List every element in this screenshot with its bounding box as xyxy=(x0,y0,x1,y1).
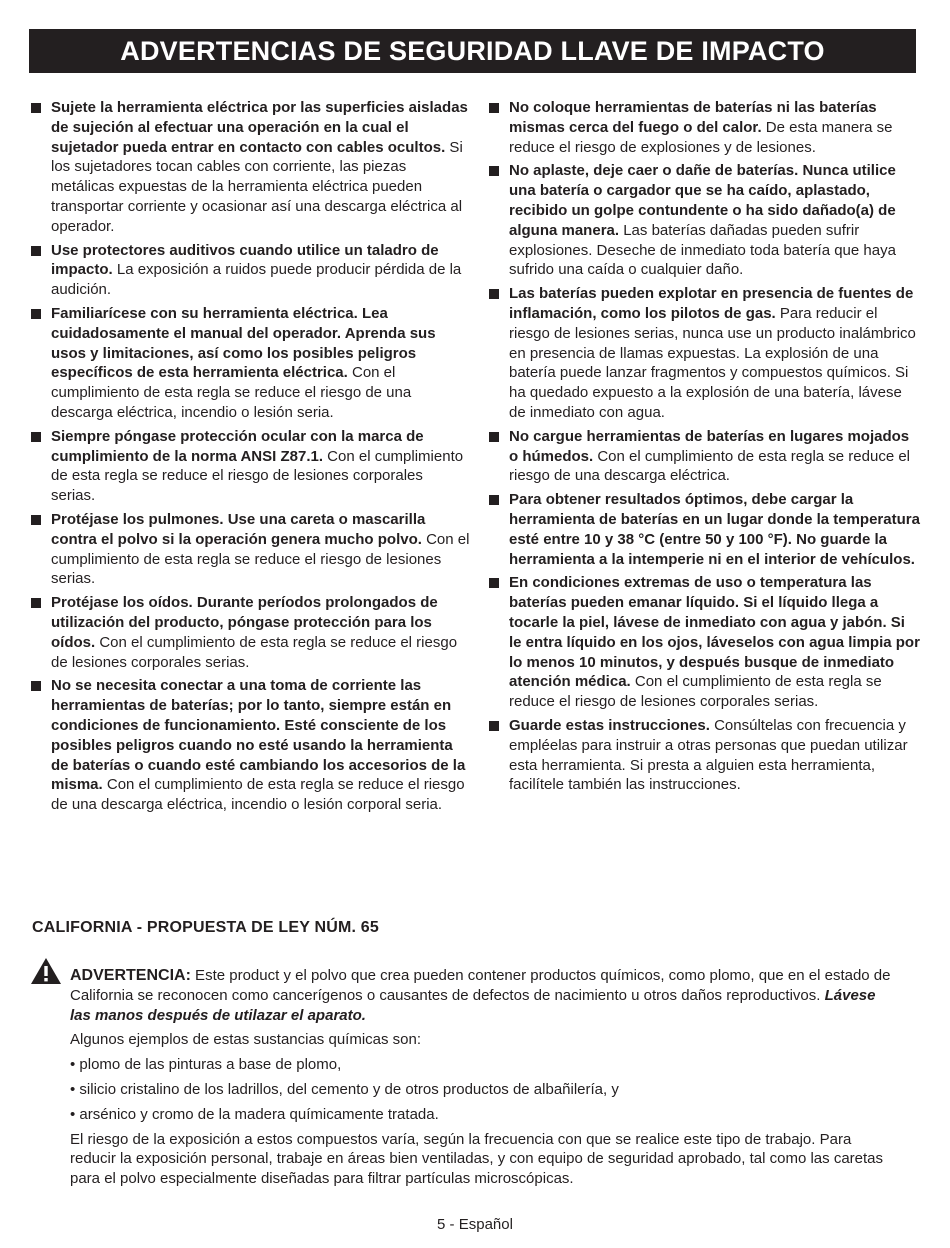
item-text: Con el cumplimiento de esta regla se reduce el riesgo de lesiones corporales serias. xyxy=(51,633,458,671)
square-bullet-icon xyxy=(31,246,41,256)
item-bold-text: En condiciones extremas de uso o temperatura las baterías pueden emanar líquido. Si el líquido llega a tocarle la piel, lávese de inmediato con agua y jabón. Si le entra líquido en los ojos, láveselos con agua limpia por lo menos 10 minutos, y después busque de inmediato atención médica. xyxy=(509,574,920,691)
example-item: • plomo de las pinturas a base de plomo, xyxy=(70,1056,342,1074)
square-bullet-icon xyxy=(489,721,499,731)
list-item xyxy=(30,676,470,815)
square-bullet-icon xyxy=(31,598,41,608)
california-section-title: CALIFORNIA - PROPUESTA DE LEY NÚM. 65 xyxy=(32,919,379,936)
item-bold-text: No se necesita conectar a una toma de corriente las herramientas de baterías; por lo tanto, siempre están en condiciones de funcionamiento. Esté consciente de los posibles peligros cuando no esté usando la herramienta de baterías o cuando esté cambiando los accesorios de la misma. xyxy=(51,677,466,794)
examples-intro: Algunos ejemplos de estas sustancias químicas son: xyxy=(70,1031,422,1049)
list-item xyxy=(488,284,920,423)
list-item xyxy=(30,427,470,506)
item-bold-text: Guarde estas instrucciones. xyxy=(509,716,710,734)
list-item xyxy=(30,510,470,589)
item-bold-text: Familiarícese con su herramienta eléctrica. Lea cuidadosamente el manual del operador. Aprenda sus usos y limitaciones, así como los posibles peligros específicos de esta herramienta eléctrica. xyxy=(51,304,436,382)
list-item xyxy=(30,98,470,237)
square-bullet-icon xyxy=(31,432,41,442)
item-text: Si los sujetadores tocan cables con corriente, las piezas metálicas expuestas de la herramienta eléctrica pueden transportar corriente y ocasionar así una descarga eléctrica al operador. xyxy=(51,138,463,235)
square-bullet-icon xyxy=(489,432,499,442)
item-text: Con el cumplimiento de esta regla se reduce el riesgo de lesiones corporales serias. xyxy=(509,673,882,711)
item-text: Con el cumplimiento de esta regla se reduce el riesgo de lesiones serias. xyxy=(51,530,470,588)
square-bullet-icon xyxy=(31,309,41,319)
item-text: De esta manera se reduce el riesgo de explosiones y de lesiones. xyxy=(509,118,893,156)
item-bold-text: No coloque herramientas de baterías ni las baterías mismas cerca del fuego o del calor. xyxy=(509,99,877,136)
list-item xyxy=(30,593,470,672)
list-item xyxy=(488,716,920,795)
page-title: ADVERTENCIAS DE SEGURIDAD LLAVE DE IMPACTO xyxy=(29,29,916,73)
list-item xyxy=(30,241,470,300)
list-item xyxy=(488,98,920,157)
item-bold-text: No aplaste, deje caer o dañe de baterías. Nunca utilice una batería o cargador que se ha caído, aplastado, recibido un golpe contundente o ha sido dañado(a) de alguna manera. xyxy=(509,162,896,239)
list-item xyxy=(488,427,920,486)
item-bold-text: Use protectores auditivos cuando utilice un taladro de impacto. xyxy=(51,241,439,279)
warning-emphasis: Lávese las manos después de utilazar el aparato. xyxy=(70,986,876,1024)
right-column xyxy=(488,98,920,799)
item-bold-text: Sujete la herramienta eléctrica por las superficies aisladas de sujeción al efectuar una operación en la cual el sujetador pueda entrar en contacto con cables ocultos. xyxy=(51,99,468,156)
item-bold-text: Protéjase los pulmones. Use una careta o mascarilla contra el polvo si la operación genera mucho polvo. xyxy=(51,510,426,548)
square-bullet-icon xyxy=(31,515,41,525)
item-text: Para reducir el riesgo de lesiones serias, nunca use un producto inalámbrico en presencia de llamas expuestas. La explosión de una batería puede lanzar fragmentos y compuestos químicos. Si ha quedado expuesto a la explosión de una batería, lávese de inmediato con agua. xyxy=(509,304,916,421)
item-bold-text: Las baterías pueden explotar en presencia de fuentes de inflamación, como los pilotos de gas. xyxy=(509,285,914,322)
page-number: 5 - Español xyxy=(437,1216,513,1233)
left-column xyxy=(30,98,470,819)
warning-text: Este product y el polvo que crea pueden contener productos químicos, como plomo, que en el estado de California se reconocen como cancerígenos o causantes de defectos de nacimiento u otros daños reproductivos. xyxy=(70,967,891,1004)
item-bold-text: Siempre póngase protección ocular con la marca de cumplimiento de la norma ANSI Z87.1. xyxy=(51,427,424,465)
square-bullet-icon xyxy=(31,103,41,113)
square-bullet-icon xyxy=(489,495,499,505)
closing-paragraph: El riesgo de la exposición a estos compuestos varía, según la frecuencia con que se realice este tipo de trabajo. Para reducir la exposición personal, trabaje en áreas bien ventiladas, y con equipo de seguridad aprobado, tal como las caretas para el polvo especialmente diseñadas para filtrar partículas microscópicas. xyxy=(70,1130,884,1188)
example-item: • silicio cristalino de los ladrillos, del cemento y de otros productos de albañilería, y xyxy=(70,1080,619,1098)
california-warning-body xyxy=(70,966,900,1194)
square-bullet-icon xyxy=(489,103,499,113)
warning-paragraph xyxy=(70,966,900,1025)
square-bullet-icon xyxy=(489,166,499,176)
item-text: Consúltelas con frecuencia y empléelas para instruir a otras personas que puedan utilizar esta herramienta. Si presta a alguien esta herramienta, facilítele también las instrucciones. xyxy=(509,716,908,794)
square-bullet-icon xyxy=(489,578,499,588)
example-item: • arsénico y cromo de la madera químicamente tratada. xyxy=(70,1105,439,1123)
item-text: Con el cumplimiento de esta regla se reduce el riesgo de una descarga eléctrica, incendio o lesión seria. xyxy=(51,364,412,421)
item-text: Con el cumplimiento de esta regla se reduce el riesgo de una descarga eléctrica. xyxy=(509,447,911,485)
item-bold-text: No cargue herramientas de baterías en lugares mojados o húmedos. xyxy=(509,427,910,465)
square-bullet-icon xyxy=(31,681,41,691)
list-item xyxy=(488,490,920,569)
warning-label: ADVERTENCIA: xyxy=(70,967,191,984)
item-text: La exposición a ruidos puede producir pérdida de la audición. xyxy=(51,261,462,299)
item-bold-text: Protéjase los oídos. Durante períodos prolongados de utilización del producto, póngase protección para los oídos. xyxy=(51,594,438,651)
list-item xyxy=(30,304,470,423)
item-bold-text: Para obtener resultados óptimos, debe cargar la herramienta de baterías en un lugar donde la temperatura esté entre 10 y 38 °C (entre 50 y 100 °F). No guarde la herramienta a la intemperie ni en el interior de vehículos. xyxy=(509,491,920,568)
list-item xyxy=(488,161,920,280)
item-text: Las baterías dañadas pueden sufrir explosiones. Deseche de inmediato toda batería que haya sufrido una caída o cualquier daño. xyxy=(509,221,896,279)
warning-triangle-icon xyxy=(30,957,62,985)
list-item xyxy=(488,573,920,712)
item-text: Con el cumplimiento de esta regla se reduce el riesgo de lesiones corporales serias. xyxy=(51,447,464,505)
item-text: Con el cumplimiento de esta regla se reduce el riesgo de una descarga eléctrica, incendio o lesión corporal seria. xyxy=(51,776,465,814)
square-bullet-icon xyxy=(489,289,499,299)
